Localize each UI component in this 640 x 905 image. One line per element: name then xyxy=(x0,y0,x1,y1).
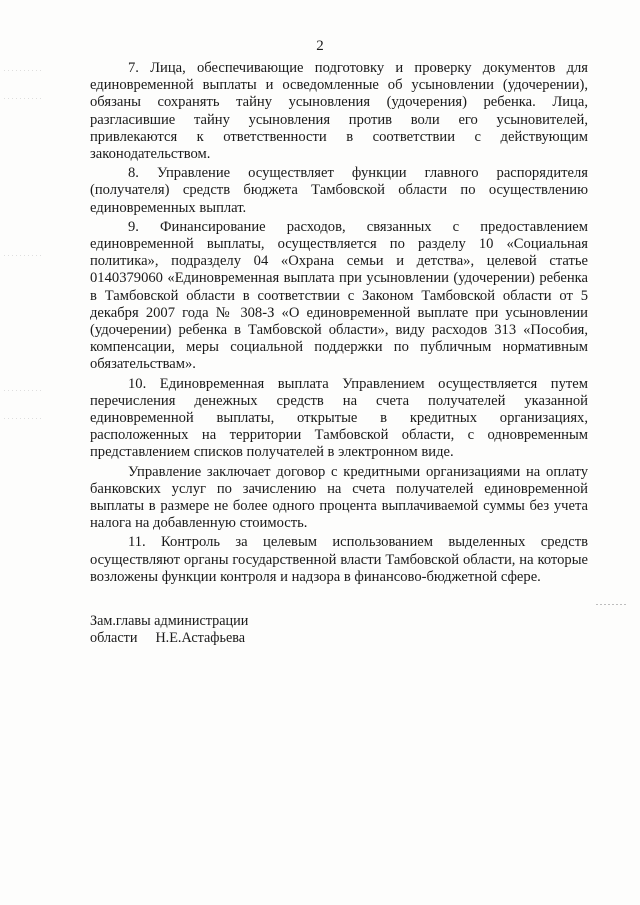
scan-artifact xyxy=(4,98,44,99)
paragraph-9: 9. Финансирование расходов, связанных с предоставлением единовременной выплаты, осуществляется по разделу 10 «Социальная политика», подразделу 04 «Охрана семьи и детства», целевой статье 0140379060 «Единовременная выплата при усыновлении (удочерении) ребенка в Тамбовской области в соответствии с Законом Тамбовской области от 5 декабря 2007 года № 308-З «О единовременной выплате при усыновлении (удочерении) ребенка в Тамбовской области», виду расходов 313 «Пособия, компенсации, меры социальной поддержки по публичным нормативным обязательствам». xyxy=(90,218,588,373)
paragraph-11: 11. Контроль за целевым использованием выделенных средств осуществляют органы государственной власти Тамбовской области, на которые возложены функции контроля и надзора в финансово-бюджетной сфере. xyxy=(90,534,588,585)
scan-artifact xyxy=(4,390,44,391)
paragraph-7: 7. Лица, обеспечивающие подготовку и проверку документов для единовременной выплаты и осведомленные об усыновлении (удочерении), обязаны сохранять тайну усыновления (удочерения) ребенка. Лица, разгласившие тайну усыновления против воли его усыновителей, привлекаются к ответственности в соответствии с действующим законодательством. xyxy=(90,60,588,163)
document-body xyxy=(90,60,588,588)
signature-block xyxy=(90,613,248,647)
signature-region: области xyxy=(90,630,138,646)
signature-title-line2 xyxy=(90,630,248,647)
scan-artifact xyxy=(4,70,44,71)
paragraph-10-contract: Управление заключает договор с кредитными организациями на оплату банковских услуг по зачислению на счета получателей единовременной выплаты в размере не более одного процента выплачиваемой суммы без учета налога на добавленную стоимость. xyxy=(90,463,588,532)
scan-artifact xyxy=(4,418,44,419)
scan-artifact xyxy=(596,604,626,605)
scan-artifact xyxy=(4,255,44,256)
paragraph-10: 10. Единовременная выплата Управлением осуществляется путем перечисления денежных средств на счета получателей указанной единовременной выплаты, открытые в кредитных организациях, расположенных на территории Тамбовской области, с одновременным представлением списков получателей в электронном виде. xyxy=(90,375,588,461)
page-number: 2 xyxy=(316,38,324,54)
paragraph-8: 8. Управление осуществляет функции главного распорядителя (получателя) средств бюджета Тамбовской области по осуществлению единовременных выплат. xyxy=(90,165,588,216)
signature-name: Н.Е.Астафьева xyxy=(155,630,246,646)
signature-title-line1: Зам.главы администрации xyxy=(90,613,249,629)
